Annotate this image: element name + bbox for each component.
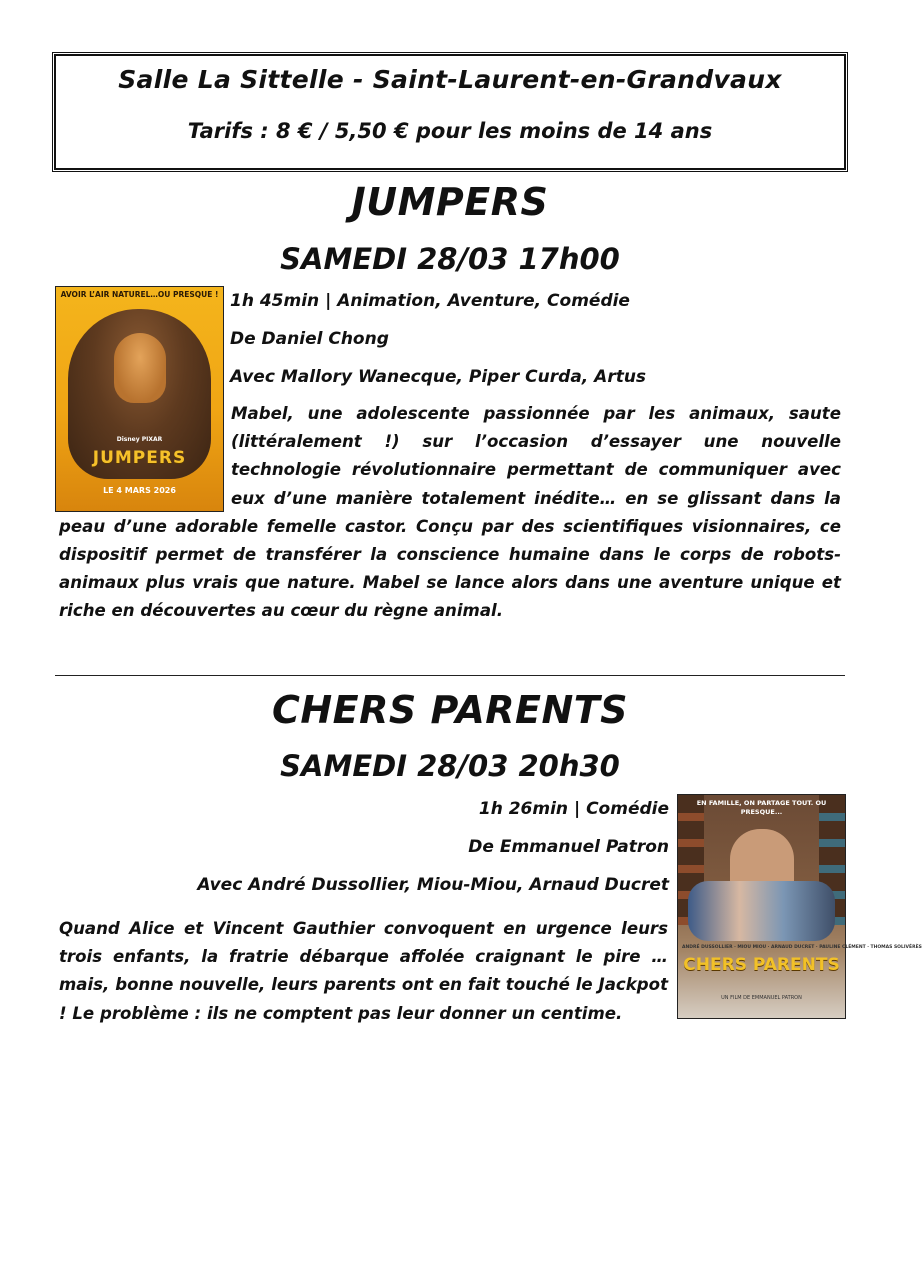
film-synopsis-chers-parents: Quand Alice et Vincent Gauthier convoquent en urgence leurs trois enfants, la fratrie débarque affolée craignant le pire … mais, bonne nouvelle, leurs parents ont en fait touché le Jackpot ! Le problème : ils ne comptent pas leur donner un centime. bbox=[59, 919, 668, 1023]
film-synopsis-jumpers bbox=[59, 400, 841, 626]
poster-chers-parents bbox=[677, 794, 922, 1019]
poster-title: JUMPERS bbox=[92, 448, 187, 468]
film-info-chers-parents: 1h 26min | Comédie bbox=[478, 799, 669, 819]
film-title-chers-parents: CHERS PARENTS bbox=[271, 688, 629, 732]
synopsis-poster-spacer bbox=[59, 400, 231, 512]
ticket-prices: Tarifs : 8 € / 5,50 € pour les moins de 14 ans bbox=[187, 119, 713, 143]
film-cast-jumpers: Avec Mallory Wanecque, Piper Curda, Artus bbox=[230, 367, 647, 387]
poster-tagline: EN FAMILLE, ON PARTAGE TOUT. OU PRESQUE... bbox=[696, 799, 827, 816]
poster-credit: UN FILM DE EMMANUEL PATRON bbox=[721, 995, 802, 1001]
poster-tagline: AVOIR L’AIR NATUREL…OU PRESQUE ! bbox=[60, 290, 219, 299]
film-director-jumpers: De Daniel Chong bbox=[230, 329, 389, 349]
film-info-jumpers: 1h 45min | Animation, Aventure, Comédie bbox=[230, 291, 630, 311]
film-title-jumpers: JUMPERS bbox=[351, 180, 549, 224]
film-director-chers-parents: De Emmanuel Patron bbox=[468, 837, 669, 857]
venue-name: Salle La Sittelle - Saint-Laurent-en-Grandvaux bbox=[118, 65, 782, 94]
poster-children-illustration bbox=[688, 881, 835, 941]
poster-studio: Disney PIXAR bbox=[116, 436, 163, 443]
poster-cast-names: ANDRÉ DUSSOLLIER · MIOU MIOU · ARNAUD DUCRET · PAULINE CLÉMENT · THOMAS SOLIVÉRÈS bbox=[682, 945, 922, 950]
venue-header-box bbox=[52, 52, 848, 172]
poster-title: CHERS PARENTS bbox=[683, 955, 840, 975]
poster-small-beaver-illustration bbox=[114, 333, 166, 403]
section-divider bbox=[55, 675, 845, 676]
poster-release-date: LE 4 MARS 2026 bbox=[103, 486, 176, 495]
film-cast-chers-parents: Avec André Dussollier, Miou-Miou, Arnaud Ducret bbox=[197, 875, 669, 895]
showtime-chers-parents: SAMEDI 28/03 20h30 bbox=[280, 749, 620, 783]
showtime-jumpers: SAMEDI 28/03 17h00 bbox=[280, 242, 620, 276]
synopsis-text: Mabel, une adolescente passionnée par les animaux, saute (littéralement !) sur l’occasion d’essayer une nouvelle technologie révolutionnaire permettant de communiquer avec eux d’une manière totalement inédite… en se glissant dans la peau d’une adorable femelle castor. Conçu par des scientifiques visionnaires, ce dispositif permet de transférer la conscience humaine dans le corps de robots-animaux plus vrais que nature. Mabel se lance alors dans une aventure unique et riche en découvertes au cœur du règne animal. bbox=[59, 404, 841, 621]
